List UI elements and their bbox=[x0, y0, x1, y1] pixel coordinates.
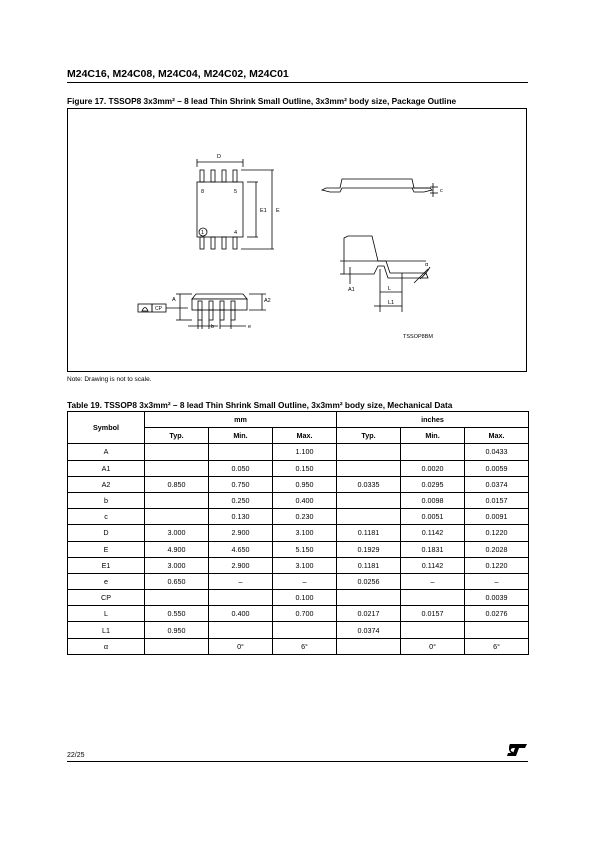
table-row bbox=[68, 573, 529, 589]
label-alpha: α bbox=[425, 262, 429, 268]
figure-code: TSSOP8BM bbox=[403, 334, 433, 340]
value-cell bbox=[145, 460, 209, 476]
label-pin4: 4 bbox=[234, 230, 238, 236]
table-row bbox=[68, 557, 529, 573]
value-cell: 0.0059 bbox=[465, 460, 529, 476]
value-cell: 0.850 bbox=[145, 476, 209, 492]
value-cell: 0.1929 bbox=[337, 541, 401, 557]
value-cell: 0.0039 bbox=[465, 590, 529, 606]
symbol-cell: A1 bbox=[68, 460, 145, 476]
label-A2: A2 bbox=[264, 298, 271, 304]
value-cell bbox=[337, 638, 401, 654]
value-cell bbox=[145, 444, 209, 460]
table-row bbox=[68, 492, 529, 508]
value-cell: 0° bbox=[401, 638, 465, 654]
value-cell: 3.100 bbox=[273, 557, 337, 573]
value-cell: 4.650 bbox=[209, 541, 273, 557]
symbol-cell: E1 bbox=[68, 557, 145, 573]
label-A1: A1 bbox=[348, 287, 355, 293]
value-cell: 6° bbox=[465, 638, 529, 654]
value-cell: 0.0295 bbox=[401, 476, 465, 492]
figure-note: Note: Drawing is not to scale. bbox=[67, 376, 152, 383]
symbol-cell: α bbox=[68, 638, 145, 654]
value-cell: 0.0098 bbox=[401, 492, 465, 508]
table-row bbox=[68, 541, 529, 557]
value-cell: 0.550 bbox=[145, 606, 209, 622]
value-cell: – bbox=[209, 573, 273, 589]
value-cell: 0.1142 bbox=[401, 525, 465, 541]
value-cell bbox=[209, 590, 273, 606]
table-row bbox=[68, 460, 529, 476]
table-body bbox=[68, 444, 529, 654]
symbol-cell: L1 bbox=[68, 622, 145, 638]
value-cell bbox=[209, 444, 273, 460]
sub-header: Min. bbox=[209, 428, 273, 444]
value-cell: 0.0374 bbox=[465, 476, 529, 492]
package-outline-drawing bbox=[68, 109, 528, 373]
side-view-body bbox=[322, 179, 432, 192]
label-e: e bbox=[248, 324, 252, 330]
value-cell: 0.0433 bbox=[465, 444, 529, 460]
value-cell: – bbox=[401, 573, 465, 589]
sub-header: Min. bbox=[401, 428, 465, 444]
table-row bbox=[68, 444, 529, 460]
label-CP: CP bbox=[155, 306, 162, 312]
table-row bbox=[68, 509, 529, 525]
value-cell: 0.0020 bbox=[401, 460, 465, 476]
value-cell bbox=[465, 622, 529, 638]
symbol-cell: A2 bbox=[68, 476, 145, 492]
value-cell: 0.0217 bbox=[337, 606, 401, 622]
symbol-cell: e bbox=[68, 573, 145, 589]
value-cell: 0.0374 bbox=[337, 622, 401, 638]
value-cell: 0.1831 bbox=[401, 541, 465, 557]
value-cell bbox=[273, 622, 337, 638]
label-pin1: 1 bbox=[201, 230, 205, 236]
value-cell: 0.1220 bbox=[465, 557, 529, 573]
document-header: M24C16, M24C08, M24C04, M24C02, M24C01 bbox=[67, 68, 289, 80]
label-E: E bbox=[276, 208, 280, 214]
header-rule bbox=[67, 82, 528, 83]
table-row bbox=[68, 606, 529, 622]
symbol-cell: L bbox=[68, 606, 145, 622]
label-b: b bbox=[211, 324, 215, 330]
st-logo-icon bbox=[506, 742, 528, 763]
value-cell: 0.230 bbox=[273, 509, 337, 525]
value-cell: 2.900 bbox=[209, 525, 273, 541]
symbol-cell: D bbox=[68, 525, 145, 541]
label-E1: E1 bbox=[260, 208, 267, 214]
table-row bbox=[68, 622, 529, 638]
mechanical-data-table bbox=[67, 411, 529, 655]
value-cell: 0.400 bbox=[209, 606, 273, 622]
label-pin8: 8 bbox=[201, 189, 205, 195]
value-cell bbox=[145, 590, 209, 606]
label-D: D bbox=[217, 154, 221, 160]
value-cell: 0.0335 bbox=[337, 476, 401, 492]
value-cell bbox=[337, 590, 401, 606]
value-cell: 0.0091 bbox=[465, 509, 529, 525]
value-cell: 0.400 bbox=[273, 492, 337, 508]
table-row bbox=[68, 638, 529, 654]
value-cell bbox=[145, 509, 209, 525]
symbol-header: Symbol bbox=[68, 412, 145, 444]
value-cell bbox=[337, 444, 401, 460]
symbol-cell: b bbox=[68, 492, 145, 508]
value-cell: 0.650 bbox=[145, 573, 209, 589]
label-A: A bbox=[172, 297, 176, 303]
value-cell: – bbox=[465, 573, 529, 589]
value-cell: 0.1142 bbox=[401, 557, 465, 573]
label-pin5: 5 bbox=[234, 189, 238, 195]
value-cell: 3.000 bbox=[145, 525, 209, 541]
value-cell: 0.1220 bbox=[465, 525, 529, 541]
value-cell: 0.050 bbox=[209, 460, 273, 476]
inches-group-header: inches bbox=[337, 412, 529, 428]
symbol-cell: A bbox=[68, 444, 145, 460]
sub-header: Max. bbox=[273, 428, 337, 444]
value-cell: 0.0276 bbox=[465, 606, 529, 622]
value-cell: 0.950 bbox=[145, 622, 209, 638]
value-cell bbox=[209, 622, 273, 638]
value-cell: – bbox=[273, 573, 337, 589]
table-caption: Table 19. TSSOP8 3x3mm² – 8 lead Thin Shrink Small Outline, 3x3mm² body size, Mechanical Data bbox=[67, 400, 453, 410]
value-cell: 0.950 bbox=[273, 476, 337, 492]
sub-header: Max. bbox=[465, 428, 529, 444]
value-cell bbox=[337, 460, 401, 476]
value-cell bbox=[337, 492, 401, 508]
value-cell bbox=[145, 638, 209, 654]
value-cell: 0.0051 bbox=[401, 509, 465, 525]
value-cell: 0.0157 bbox=[401, 606, 465, 622]
value-cell: 0.2028 bbox=[465, 541, 529, 557]
sub-header: Typ. bbox=[337, 428, 401, 444]
value-cell: 5.150 bbox=[273, 541, 337, 557]
value-cell bbox=[401, 590, 465, 606]
page-number: 22/25 bbox=[67, 752, 85, 759]
value-cell: 2.900 bbox=[209, 557, 273, 573]
table-row bbox=[68, 525, 529, 541]
value-cell: 0.750 bbox=[209, 476, 273, 492]
footer-rule bbox=[67, 761, 528, 762]
figure-caption: Figure 17. TSSOP8 3x3mm² – 8 lead Thin Shrink Small Outline, 3x3mm² body size, Package Outline bbox=[67, 96, 457, 106]
value-cell bbox=[401, 444, 465, 460]
symbol-cell: CP bbox=[68, 590, 145, 606]
value-cell: 0.250 bbox=[209, 492, 273, 508]
value-cell: 3.100 bbox=[273, 525, 337, 541]
value-cell bbox=[337, 509, 401, 525]
label-L1: L1 bbox=[388, 300, 395, 306]
value-cell: 0.100 bbox=[273, 590, 337, 606]
symbol-cell: c bbox=[68, 509, 145, 525]
value-cell: 0.1181 bbox=[337, 525, 401, 541]
value-cell: 0.130 bbox=[209, 509, 273, 525]
value-cell: 1.100 bbox=[273, 444, 337, 460]
value-cell: 0.150 bbox=[273, 460, 337, 476]
label-L: L bbox=[388, 286, 392, 292]
value-cell: 3.000 bbox=[145, 557, 209, 573]
label-c: c bbox=[440, 188, 443, 194]
value-cell: 0° bbox=[209, 638, 273, 654]
symbol-cell: E bbox=[68, 541, 145, 557]
table-row bbox=[68, 476, 529, 492]
value-cell: 0.700 bbox=[273, 606, 337, 622]
value-cell: 0.0157 bbox=[465, 492, 529, 508]
value-cell bbox=[401, 622, 465, 638]
value-cell: 4.900 bbox=[145, 541, 209, 557]
sub-header: Typ. bbox=[145, 428, 209, 444]
package-outline-figure bbox=[67, 108, 527, 372]
table-row bbox=[68, 590, 529, 606]
value-cell: 6° bbox=[273, 638, 337, 654]
value-cell bbox=[145, 492, 209, 508]
value-cell: 0.0256 bbox=[337, 573, 401, 589]
mm-group-header: mm bbox=[145, 412, 337, 428]
value-cell: 0.1181 bbox=[337, 557, 401, 573]
